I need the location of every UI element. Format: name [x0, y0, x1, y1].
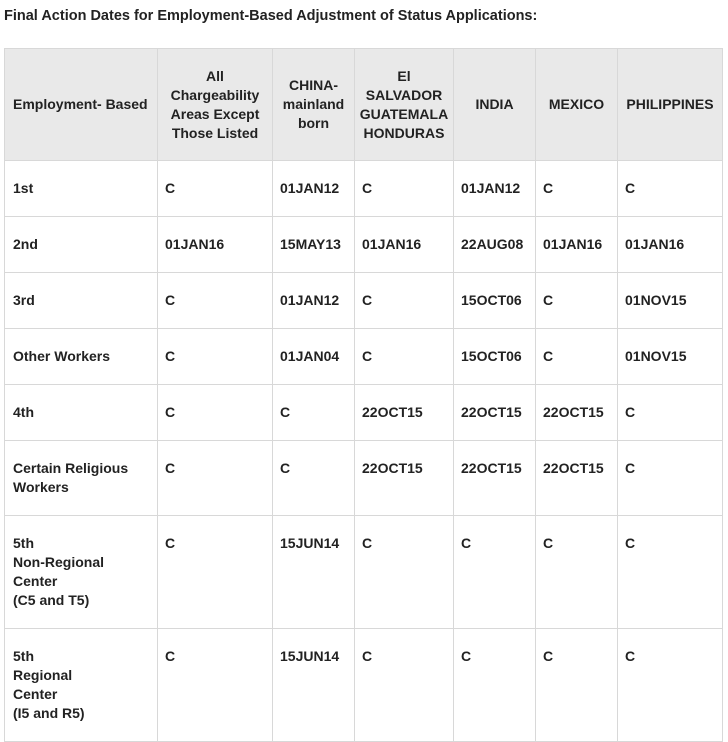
header-philippines: PHILIPPINES [618, 49, 723, 161]
table-cell: 01JAN12 [273, 273, 355, 329]
table-cell: C [536, 329, 618, 385]
table-header-row [5, 49, 723, 161]
row-label: Other Workers [5, 329, 158, 385]
header-mexico: MEXICO [536, 49, 618, 161]
table-cell: 22OCT15 [355, 441, 454, 516]
row-label: Certain Religious Workers [5, 441, 158, 516]
table-cell: C [454, 629, 536, 742]
table-cell: C [158, 629, 273, 742]
table-cell: C [158, 273, 273, 329]
table-cell: 22OCT15 [536, 441, 618, 516]
table-cell: C [158, 329, 273, 385]
row-label: 2nd [5, 217, 158, 273]
header-china: CHINA- mainland born [273, 49, 355, 161]
table-cell: 01JAN16 [355, 217, 454, 273]
table-cell: C [618, 629, 723, 742]
table-cell: 22OCT15 [454, 441, 536, 516]
table-row [5, 161, 723, 217]
table-row [5, 385, 723, 441]
table-cell: C [355, 516, 454, 629]
table-cell: 22OCT15 [355, 385, 454, 441]
row-label: 3rd [5, 273, 158, 329]
table-row [5, 217, 723, 273]
header-india: INDIA [454, 49, 536, 161]
table-cell: 01JAN12 [454, 161, 536, 217]
table-cell: C [618, 441, 723, 516]
table-cell: C [158, 441, 273, 516]
table-cell: 01JAN16 [158, 217, 273, 273]
table-cell: C [355, 273, 454, 329]
table-cell: C [355, 329, 454, 385]
table-cell: 15MAY13 [273, 217, 355, 273]
table-cell: 01JAN12 [273, 161, 355, 217]
table-cell: C [536, 161, 618, 217]
row-label: 5th Non-Regional Center (C5 and T5) [5, 516, 158, 629]
table-row [5, 329, 723, 385]
table-cell: C [536, 273, 618, 329]
table-cell: C [273, 441, 355, 516]
page-title: Final Action Dates for Employment-Based Adjustment of Status Applications: [4, 8, 538, 24]
row-label: 4th [5, 385, 158, 441]
final-action-dates-table [4, 48, 723, 742]
row-label: 5th Regional Center (I5 and R5) [5, 629, 158, 742]
table-cell: 01JAN16 [536, 217, 618, 273]
table-cell: 15OCT06 [454, 273, 536, 329]
table-cell: C [618, 161, 723, 217]
table-row [5, 273, 723, 329]
header-employment-based: Employment- Based [5, 49, 158, 161]
table-cell: C [158, 161, 273, 217]
table-cell: C [273, 385, 355, 441]
table-cell: 15JUN14 [273, 629, 355, 742]
table-cell: 22OCT15 [536, 385, 618, 441]
table-cell: 15JUN14 [273, 516, 355, 629]
table-cell: C [618, 516, 723, 629]
table-row [5, 629, 723, 742]
table-cell: 22OCT15 [454, 385, 536, 441]
table-cell: 01JAN04 [273, 329, 355, 385]
table-cell: 22AUG08 [454, 217, 536, 273]
table-cell: 01NOV15 [618, 329, 723, 385]
table-cell: 01JAN16 [618, 217, 723, 273]
table-cell: C [158, 516, 273, 629]
table-cell: C [355, 161, 454, 217]
table-cell: 15OCT06 [454, 329, 536, 385]
header-all-chargeability: All Chargeability Areas Except Those Listed [158, 49, 273, 161]
table-row [5, 516, 723, 629]
row-label: 1st [5, 161, 158, 217]
table-cell: C [618, 385, 723, 441]
table-cell: C [536, 629, 618, 742]
table-cell: C [355, 629, 454, 742]
table-cell: 01NOV15 [618, 273, 723, 329]
table-cell: C [454, 516, 536, 629]
table-row [5, 441, 723, 516]
table-cell: C [158, 385, 273, 441]
header-el-salvador: El SALVADOR GUATEMALA HONDURAS [355, 49, 454, 161]
table-cell: C [536, 516, 618, 629]
